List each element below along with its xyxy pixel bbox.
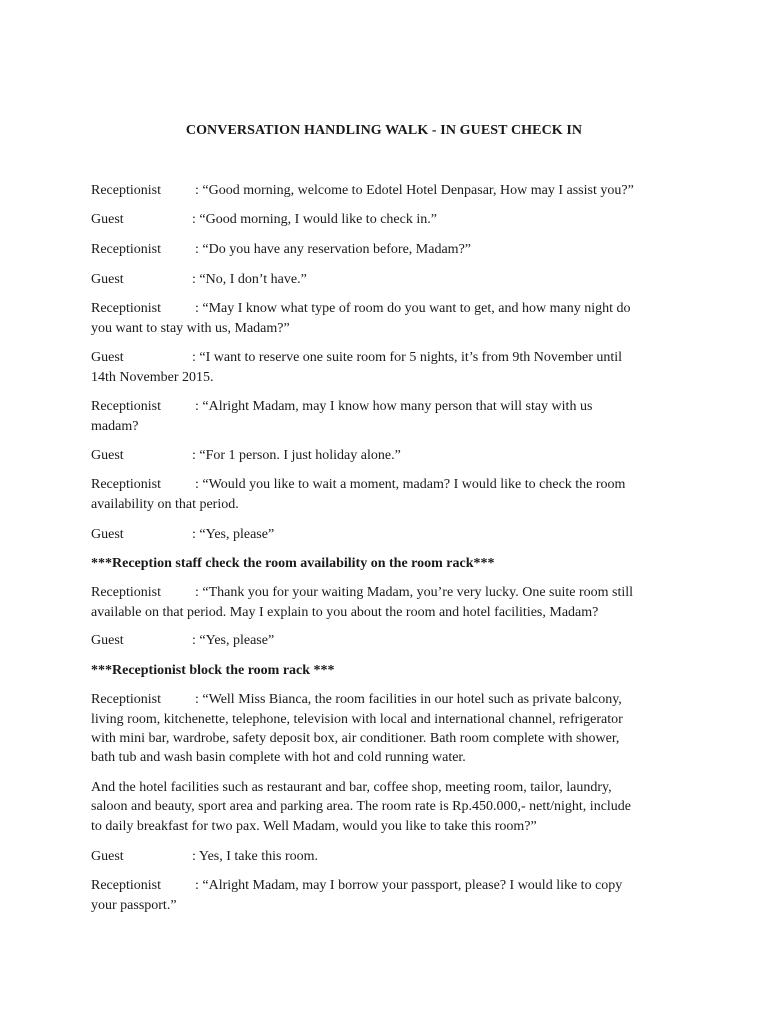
speaker-label: Receptionist <box>91 878 161 893</box>
dialogue-continuation: your passport.” <box>91 898 177 913</box>
speaker-label: Guest <box>91 849 124 864</box>
dialogue-text: : “Yes, please” <box>192 633 275 648</box>
speaker-label: Guest <box>91 633 124 648</box>
speaker-label: Receptionist <box>91 585 161 600</box>
speaker-label: Receptionist <box>91 301 161 316</box>
paragraph-line: to daily breakfast for two pax. Well Madam, would you like to take this room?” <box>91 819 537 834</box>
speaker-label: Receptionist <box>91 692 161 707</box>
speaker-label: Receptionist <box>91 399 161 414</box>
dialogue-text: : “Good morning, I would like to check in.” <box>192 212 437 227</box>
dialogue-continuation: 14th November 2015. <box>91 370 214 385</box>
stage-note: ***Receptionist block the room rack *** <box>91 663 335 678</box>
speaker-label: Guest <box>91 448 124 463</box>
document-title: CONVERSATION HANDLING WALK - IN GUEST CHECK IN <box>185 123 583 138</box>
dialogue-text: : “Thank you for your waiting Madam, you’re very lucky. One suite room still <box>195 585 634 600</box>
speaker-label: Receptionist <box>91 183 161 198</box>
dialogue-text: : “Yes, please” <box>192 527 275 542</box>
dialogue-text: : “Would you like to wait a moment, madam? I would like to check the room <box>195 477 626 492</box>
speaker-label: Guest <box>91 527 124 542</box>
speaker-label: Guest <box>91 212 124 227</box>
dialogue-continuation: availability on that period. <box>91 497 239 512</box>
dialogue-text: : “Well Miss Bianca, the room facilities in our hotel such as private balcony, <box>195 692 622 707</box>
dialogue-continuation: with mini bar, wardrobe, safety deposit box, air conditioner. Bath room complete with shower, <box>91 731 620 746</box>
speaker-label: Receptionist <box>91 242 161 257</box>
dialogue-continuation: available on that period. May I explain to you about the room and hotel facilities, Madam? <box>91 605 599 620</box>
dialogue-text: : “Alright Madam, may I borrow your passport, please? I would like to copy <box>195 878 623 893</box>
dialogue-continuation: you want to stay with us, Madam?” <box>91 321 290 336</box>
dialogue-text: : “No, I don’t have.” <box>192 272 307 287</box>
speaker-label: Guest <box>91 272 124 287</box>
dialogue-text: : “Alright Madam, may I know how many person that will stay with us <box>195 399 593 414</box>
speaker-label: Guest <box>91 350 124 365</box>
dialogue-continuation: bath tub and wash basin complete with hot and cold running water. <box>91 750 466 765</box>
dialogue-text: : “For 1 person. I just holiday alone.” <box>192 448 401 463</box>
dialogue-text: : “Good morning, welcome to Edotel Hotel Denpasar, How may I assist you?” <box>195 183 634 198</box>
paragraph-line: And the hotel facilities such as restaurant and bar, coffee shop, meeting room, tailor, laundry, <box>91 780 612 795</box>
dialogue-continuation: living room, kitchenette, telephone, television with local and international channel, refrigerator <box>91 712 623 727</box>
dialogue-text: : “May I know what type of room do you want to get, and how many night do <box>195 301 631 316</box>
dialogue-text: : “I want to reserve one suite room for 5 nights, it’s from 9th November until <box>192 350 623 365</box>
dialogue-continuation: madam? <box>91 419 139 434</box>
speaker-label: Receptionist <box>91 477 161 492</box>
dialogue-text: : Yes, I take this room. <box>192 849 318 864</box>
paragraph-line: saloon and beauty, sport area and parking area. The room rate is Rp.450.000,- nett/night, include <box>91 799 632 814</box>
dialogue-text: : “Do you have any reservation before, Madam?” <box>195 242 471 257</box>
stage-note: ***Reception staff check the room availability on the room rack*** <box>91 556 495 571</box>
